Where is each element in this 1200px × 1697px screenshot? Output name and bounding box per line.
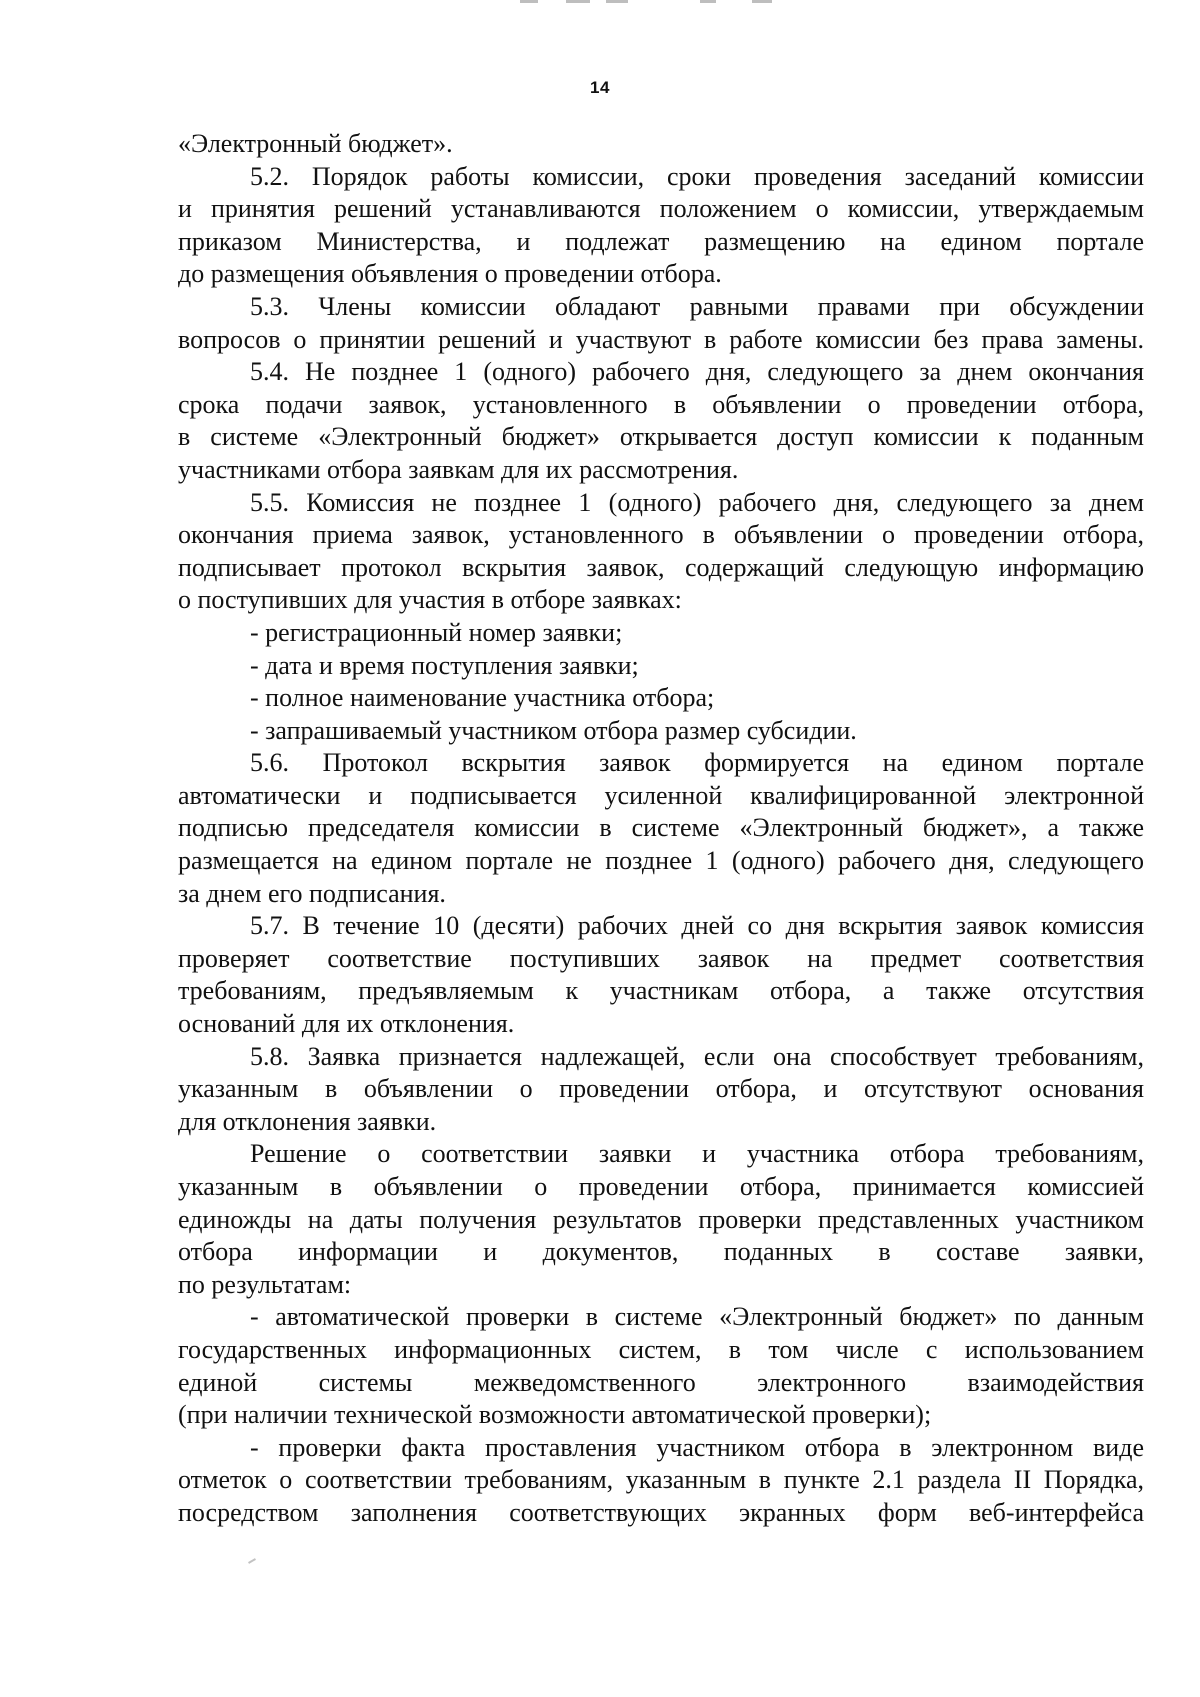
scan-artifact xyxy=(700,0,716,3)
text-line: приказом Министерства, и подлежат размещению на едином портале xyxy=(178,226,1144,256)
page-number: 14 xyxy=(590,78,610,97)
scan-artifact xyxy=(520,0,538,3)
text-line: подписывает протокол вскрытия заявок, содержащий следующую информацию xyxy=(178,552,1144,582)
text-line: 5.8. Заявка признается надлежащей, если она способствует требованиям, xyxy=(250,1041,1144,1071)
text-line: 5.3. Члены комиссии обладают равными правами при обсуждении xyxy=(250,291,1144,321)
text-line: - регистрационный номер заявки; xyxy=(250,617,623,647)
text-line: отметок о соответствии требованиям, указанным в пункте 2.1 раздела II Порядка, xyxy=(178,1465,1144,1495)
text-line: о поступивших для участия в отборе заявках: xyxy=(178,585,682,615)
text-line: проверяет соответствие поступивших заявок на предмет соответствия xyxy=(178,943,1144,973)
text-line: посредством заполнения соответствующих экранных форм веб-интерфейса xyxy=(178,1497,1144,1527)
text-line: для отклонения заявки. xyxy=(178,1106,437,1136)
text-line: 5.4. Не позднее 1 (одного) рабочего дня, следующего за днем окончания xyxy=(250,357,1144,387)
text-line: - запрашиваемый участником отбора размер субсидии. xyxy=(250,715,857,745)
text-line: 5.5. Комиссия не позднее 1 (одного) рабочего дня, следующего за днем xyxy=(250,487,1144,517)
text-line: участниками отбора заявкам для их рассмотрения. xyxy=(178,454,739,484)
text-line: подписью председателя комиссии в системе «Электронный бюджет», а также xyxy=(178,813,1144,843)
text-line: - проверки факта проставления участником отбора в электронном виде xyxy=(250,1432,1144,1462)
text-line: за днем его подписания. xyxy=(178,878,446,908)
text-line: вопросов о принятии решений и участвуют в работе комиссии без права замены. xyxy=(178,324,1144,354)
text-line: указанным в объявлении о проведении отбора, принимается комиссией xyxy=(178,1172,1144,1201)
text-line: - полное наименование участника отбора; xyxy=(250,683,715,713)
text-line: автоматически и подписывается усиленной квалифицированной электронной xyxy=(178,780,1144,810)
text-line: «Электронный бюджет». xyxy=(178,129,453,158)
text-line: по результатам: xyxy=(178,1269,352,1299)
text-line: единожды на даты получения результатов проверки представленных участником xyxy=(178,1204,1144,1234)
document-body xyxy=(178,128,1144,1530)
text-line: - дата и время поступления заявки; xyxy=(250,650,639,680)
text-line: срока подачи заявок, установленного в объявлении о проведении отбора, xyxy=(178,389,1144,419)
text-line: окончания приема заявок, установленного в объявлении о проведении отбора, xyxy=(178,520,1144,550)
text-line: и принятия решений устанавливаются положением о комиссии, утверждаемым xyxy=(178,194,1144,224)
text-line: оснований для их отклонения. xyxy=(178,1009,515,1039)
text-line: Решение о соответствии заявки и участника отбора требованиям, xyxy=(250,1139,1144,1169)
text-line: единой системы межведомственного электронного взаимодействия xyxy=(178,1367,1144,1397)
text-line: (при наличии технической возможности автоматической проверки); xyxy=(178,1400,932,1430)
text-line: 5.2. Порядок работы комиссии, сроки проведения заседаний комиссии xyxy=(250,161,1144,191)
text-line: - автоматической проверки в системе «Электронный бюджет» по данным xyxy=(250,1302,1144,1332)
text-line: 5.7. В течение 10 (десяти) рабочих дней со дня вскрытия заявок комиссия xyxy=(250,911,1144,941)
text-line: государственных информационных систем, в том числе с использованием xyxy=(178,1334,1144,1364)
text-line: размещается на едином портале не позднее 1 (одного) рабочего дня, следующего xyxy=(178,846,1144,876)
text-line: до размещения объявления о проведении отбора. xyxy=(178,259,722,289)
text-line: требованиям, предъявляемым к участникам отбора, а также отсутствия xyxy=(178,976,1144,1006)
text-line: в системе «Электронный бюджет» открывается доступ комиссии к поданным xyxy=(178,422,1144,452)
scan-artifact xyxy=(606,0,628,3)
scan-artifact xyxy=(566,0,590,3)
scan-artifact xyxy=(752,0,772,3)
text-line: 5.6. Протокол вскрытия заявок формируется на едином портале xyxy=(250,748,1144,778)
text-line: указанным в объявлении о проведении отбора, и отсутствуют основания xyxy=(178,1074,1144,1104)
scan-speck xyxy=(248,1558,256,1564)
text-line: отбора информации и документов, поданных в составе заявки, xyxy=(178,1237,1144,1267)
